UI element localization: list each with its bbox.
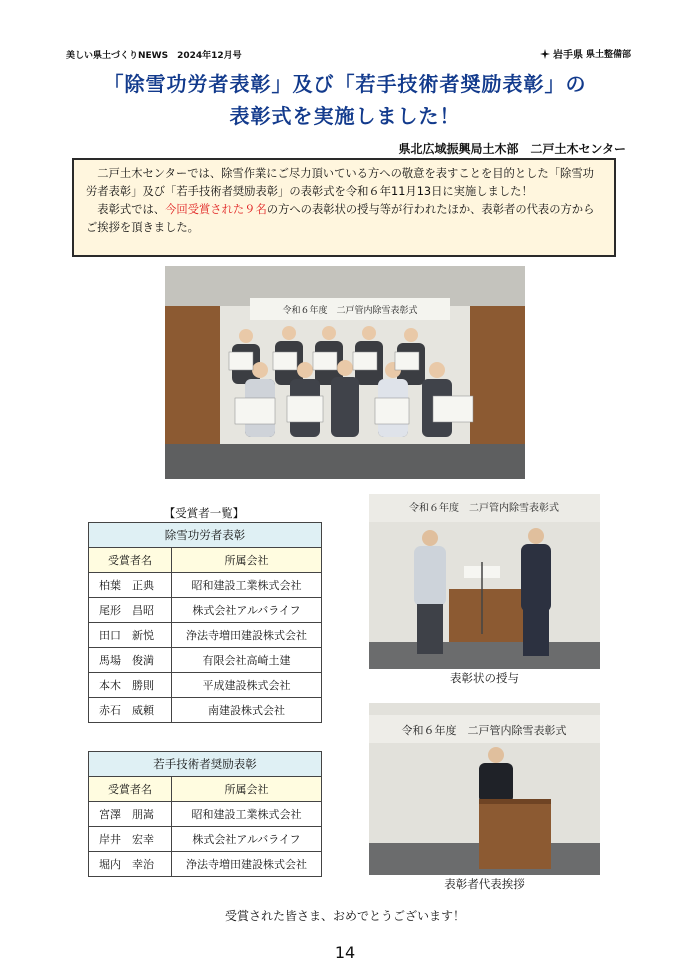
caption-representative-speech: 表彰者代表挨拶	[444, 877, 525, 891]
organization-name: 県北広域振興局土木部 二戸土木センター	[398, 142, 626, 156]
intro-paragraph-1: 二戸土木センターでは、除雪作業にご尽力頂いている方への敬意を表すことを目的とした「除雪功労者表彰」及び「若手技術者奨励表彰」の表彰式を令和６年11月13日に実施しました！	[86, 167, 594, 198]
column-header-company: 所属会社	[172, 548, 322, 573]
closing-message: 受賞された皆さま、おめでとうございます！	[224, 909, 465, 923]
awardee-company: 有限会社高崎土建	[172, 648, 322, 673]
awardee-name: 岸井 宏幸	[89, 827, 172, 852]
awardee-company: 南建設株式会社	[172, 698, 322, 723]
table-title: 除雪功労者表彰	[89, 523, 322, 548]
awardee-name: 柏葉 正典	[89, 573, 172, 598]
awardee-name: 堀内 幸治	[89, 852, 172, 877]
highlight-text: 今回受賞された９名	[165, 203, 267, 216]
intro-paragraph-2	[86, 201, 604, 237]
intro-text: 表彰式では、	[97, 203, 166, 216]
table-row	[89, 648, 322, 673]
award-presentation-illustration	[369, 494, 600, 669]
prefecture-logo	[540, 46, 631, 61]
awardee-company: 株式会社アルバライフ	[172, 827, 322, 852]
ceremony-banner-main: 令和６年度 二戸管内除雪表彰式	[282, 306, 418, 316]
table-row	[89, 623, 322, 648]
awardee-name: 本木 勝則	[89, 673, 172, 698]
column-header-name: 受賞者名	[89, 777, 172, 802]
page-title-line1: 「除雪功労者表彰」及び「若手技術者奨励表彰」の	[103, 72, 587, 96]
awardee-name: 田口 新悦	[89, 623, 172, 648]
ceremony-banner-photo2: 令和６年度 二戸管内除雪表彰式	[401, 724, 567, 737]
table-row	[89, 802, 322, 827]
caption-award-presentation: 表彰状の授与	[450, 671, 519, 685]
snow-removal-award-table	[88, 522, 322, 723]
awardee-company: 昭和建設工業株式会社	[172, 573, 322, 598]
representative-speech-illustration	[369, 703, 600, 875]
awardee-name: 馬場 俊満	[89, 648, 172, 673]
newsletter-header: 美しい県土づくりNEWS 2024年12月号	[66, 51, 242, 61]
column-header-company: 所属会社	[172, 777, 322, 802]
awardee-company: 浄法寺増田建設株式会社	[172, 623, 322, 648]
prefecture-emblem-icon	[540, 49, 550, 59]
table-row	[89, 598, 322, 623]
awardee-company: 平成建設株式会社	[172, 673, 322, 698]
award-presentation-photo	[369, 494, 600, 669]
table-title: 若手技術者奨励表彰	[89, 752, 322, 777]
page-title-line2: 表彰式を実施しました！	[229, 104, 461, 128]
table-row	[89, 673, 322, 698]
page-number: 14	[334, 943, 356, 962]
awardee-company: 株式会社アルバライフ	[172, 598, 322, 623]
awardee-company: 昭和建設工業株式会社	[172, 802, 322, 827]
awardee-list-heading: 【受賞者一覧】	[163, 506, 245, 520]
ceremony-banner-photo1: 令和６年度 二戸管内除雪表彰式	[409, 503, 559, 514]
intro-box	[72, 158, 616, 257]
table-row	[89, 573, 322, 598]
column-header-name: 受賞者名	[89, 548, 172, 573]
table-row	[89, 827, 322, 852]
group-photo-illustration	[165, 266, 525, 479]
group-photo	[165, 266, 525, 479]
intro-text-tail: の方への表彰状の授与等が行われたほか、表彰者の代表の方からご挨拶を頂きました。	[86, 203, 595, 234]
table-row	[89, 698, 322, 723]
department-name: 県土整備部	[586, 50, 632, 60]
table-row	[89, 852, 322, 877]
awardee-name: 宮澤 朋嵩	[89, 802, 172, 827]
awardee-name: 赤石 威頼	[89, 698, 172, 723]
prefecture-name: 岩手県	[553, 50, 583, 61]
awardee-company: 浄法寺増田建設株式会社	[172, 852, 322, 877]
representative-speech-photo	[369, 703, 600, 875]
young-engineer-award-table	[88, 751, 322, 877]
awardee-name: 尾形 昌昭	[89, 598, 172, 623]
